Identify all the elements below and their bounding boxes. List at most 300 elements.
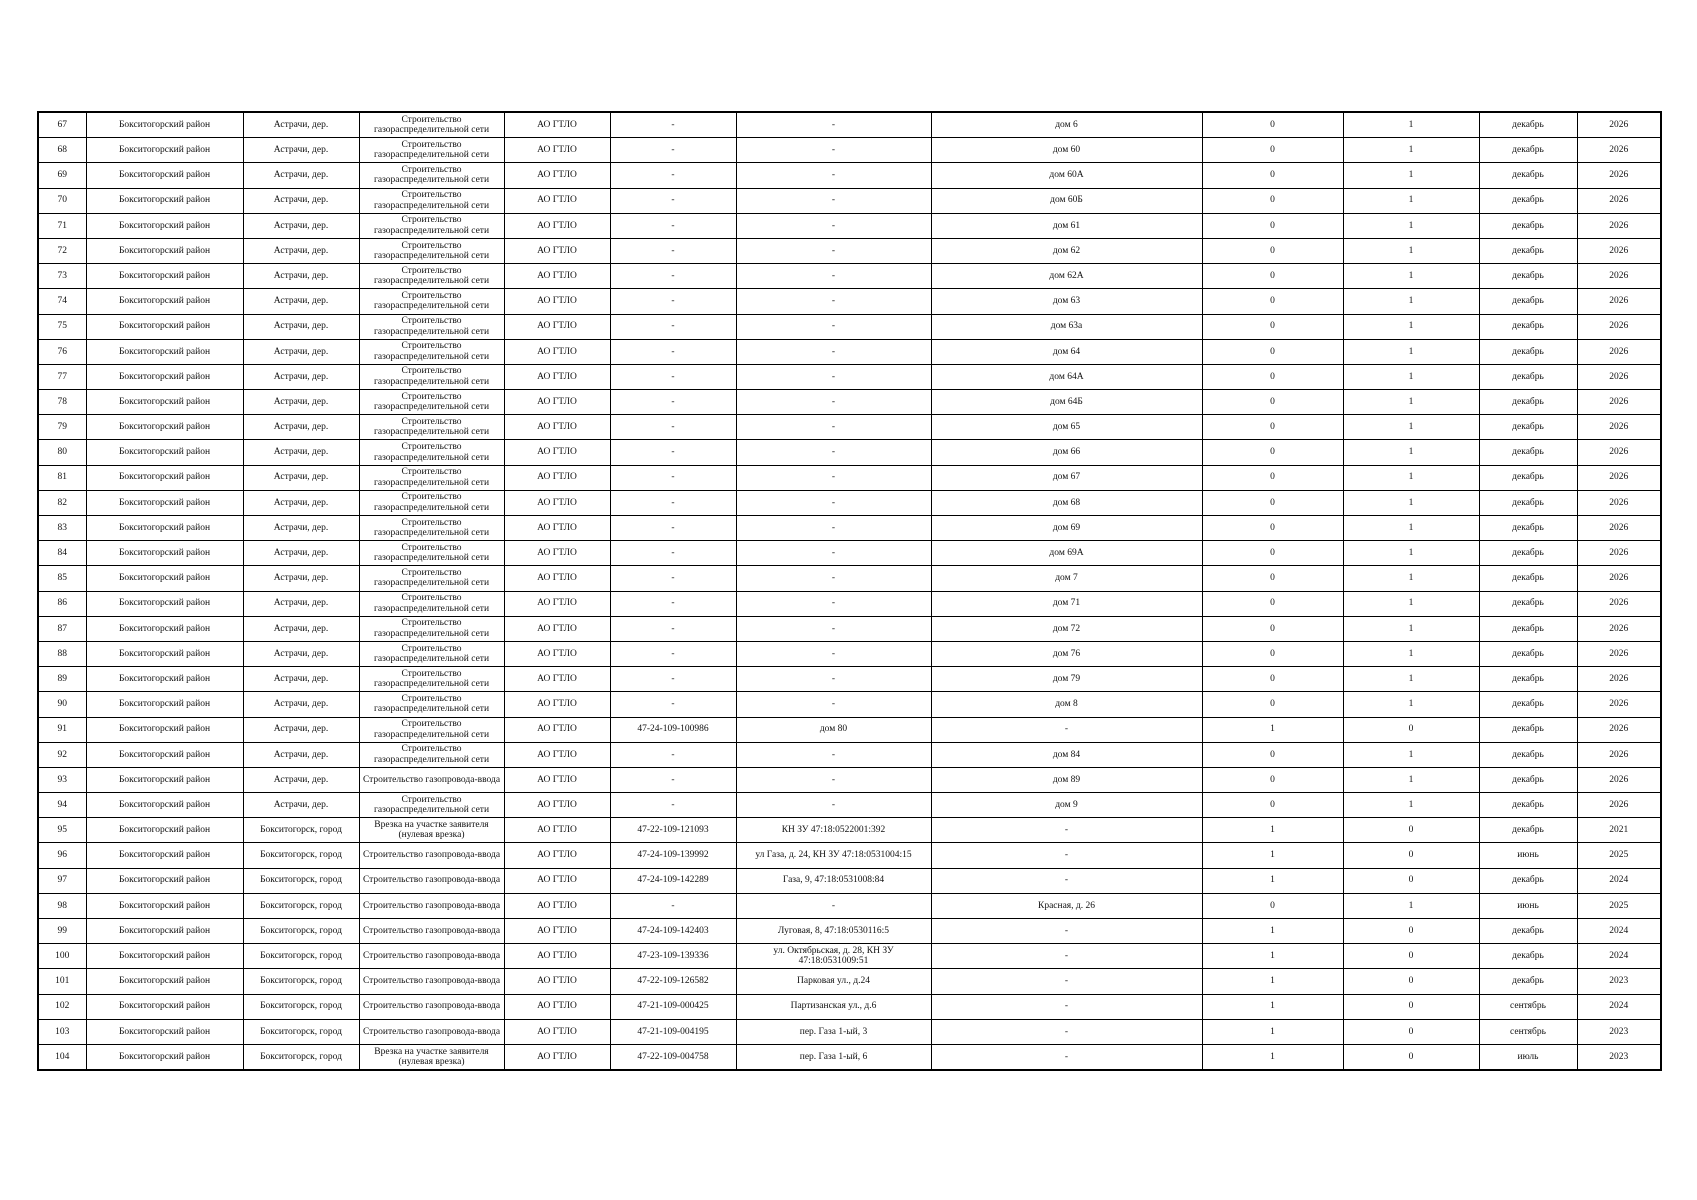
row-number-cell: 96 (38, 843, 86, 868)
house-address-cell: дом 63а (931, 314, 1202, 339)
application-number-cell: - (610, 238, 736, 263)
work-type-cell: Строительство газораспределительной сети (359, 213, 504, 238)
house-address-cell: дом 62А (931, 264, 1202, 289)
operator-cell: АО ГТЛО (504, 616, 610, 641)
year-cell: 2026 (1577, 112, 1661, 138)
application-number-cell: 47-24-109-139992 (610, 843, 736, 868)
district-cell: Бокситогорский район (86, 1044, 243, 1070)
year-cell: 2024 (1577, 919, 1661, 944)
work-type-cell: Строительство газопровода-ввода (359, 994, 504, 1019)
operator-cell: АО ГТЛО (504, 465, 610, 490)
application-number-cell: - (610, 415, 736, 440)
count-a-cell: 0 (1202, 641, 1343, 666)
settlement-cell: Бокситогорск, город (243, 818, 359, 843)
work-type-cell: Строительство газораспределительной сети (359, 415, 504, 440)
settlement-cell: Астрачи, дер. (243, 742, 359, 767)
year-cell: 2026 (1577, 641, 1661, 666)
operator-cell: АО ГТЛО (504, 767, 610, 792)
count-b-cell: 1 (1343, 616, 1479, 641)
application-number-cell: - (610, 566, 736, 591)
month-cell: июнь (1479, 893, 1577, 918)
district-cell: Бокситогорский район (86, 390, 243, 415)
district-cell: Бокситогорский район (86, 112, 243, 138)
work-type-cell: Строительство газораспределительной сети (359, 616, 504, 641)
month-cell: декабрь (1479, 516, 1577, 541)
row-number-cell: 98 (38, 893, 86, 918)
row-number-cell: 88 (38, 641, 86, 666)
settlement-cell: Астрачи, дер. (243, 112, 359, 138)
count-a-cell: 0 (1202, 490, 1343, 515)
settlement-cell: Бокситогорск, город (243, 919, 359, 944)
count-a-cell: 0 (1202, 893, 1343, 918)
row-number-cell: 72 (38, 238, 86, 263)
row-number-cell: 85 (38, 566, 86, 591)
object-address-cell: - (736, 667, 931, 692)
count-a-cell: 0 (1202, 692, 1343, 717)
table-row (38, 717, 1661, 742)
district-cell: Бокситогорский район (86, 667, 243, 692)
application-number-cell: - (610, 465, 736, 490)
table-row (38, 339, 1661, 364)
count-b-cell: 1 (1343, 289, 1479, 314)
row-number-cell: 81 (38, 465, 86, 490)
month-cell: июнь (1479, 843, 1577, 868)
count-a-cell: 1 (1202, 868, 1343, 893)
table-row (38, 238, 1661, 263)
house-address-cell: дом 6 (931, 112, 1202, 138)
object-address-cell: - (736, 440, 931, 465)
operator-cell: АО ГТЛО (504, 440, 610, 465)
work-type-cell: Строительство газораспределительной сети (359, 717, 504, 742)
row-number-cell: 95 (38, 818, 86, 843)
settlement-cell: Астрачи, дер. (243, 238, 359, 263)
table-row (38, 112, 1661, 138)
work-type-cell: Строительство газораспределительной сети (359, 641, 504, 666)
work-type-cell: Строительство газораспределительной сети (359, 793, 504, 818)
object-address-cell: - (736, 213, 931, 238)
work-type-cell: Строительство газопровода-ввода (359, 843, 504, 868)
application-number-cell: - (610, 264, 736, 289)
application-number-cell: 47-22-109-121093 (610, 818, 736, 843)
operator-cell: АО ГТЛО (504, 591, 610, 616)
row-number-cell: 77 (38, 364, 86, 389)
application-number-cell: - (610, 390, 736, 415)
settlement-cell: Астрачи, дер. (243, 465, 359, 490)
house-address-cell: - (931, 818, 1202, 843)
district-cell: Бокситогорский район (86, 213, 243, 238)
table-row (38, 868, 1661, 893)
year-cell: 2026 (1577, 767, 1661, 792)
table-row (38, 641, 1661, 666)
month-cell: декабрь (1479, 944, 1577, 969)
year-cell: 2026 (1577, 188, 1661, 213)
object-address-cell: - (736, 490, 931, 515)
month-cell: декабрь (1479, 112, 1577, 138)
operator-cell: АО ГТЛО (504, 994, 610, 1019)
count-b-cell: 0 (1343, 969, 1479, 994)
house-address-cell: дом 79 (931, 667, 1202, 692)
district-cell: Бокситогорский район (86, 238, 243, 263)
settlement-cell: Астрачи, дер. (243, 717, 359, 742)
house-address-cell: дом 7 (931, 566, 1202, 591)
operator-cell: АО ГТЛО (504, 717, 610, 742)
work-type-cell: Строительство газораспределительной сети (359, 289, 504, 314)
operator-cell: АО ГТЛО (504, 893, 610, 918)
object-address-cell: - (736, 516, 931, 541)
operator-cell: АО ГТЛО (504, 1044, 610, 1070)
house-address-cell: - (931, 1044, 1202, 1070)
row-number-cell: 69 (38, 163, 86, 188)
month-cell: декабрь (1479, 767, 1577, 792)
count-a-cell: 0 (1202, 541, 1343, 566)
district-cell: Бокситогорский район (86, 843, 243, 868)
count-b-cell: 0 (1343, 994, 1479, 1019)
house-address-cell: дом 76 (931, 641, 1202, 666)
count-a-cell: 1 (1202, 843, 1343, 868)
district-cell: Бокситогорский район (86, 692, 243, 717)
house-address-cell: дом 66 (931, 440, 1202, 465)
application-number-cell: - (610, 364, 736, 389)
count-b-cell: 0 (1343, 717, 1479, 742)
district-cell: Бокситогорский район (86, 314, 243, 339)
year-cell: 2026 (1577, 314, 1661, 339)
count-b-cell: 1 (1343, 314, 1479, 339)
object-address-cell: - (736, 541, 931, 566)
count-b-cell: 1 (1343, 339, 1479, 364)
application-number-cell: - (610, 767, 736, 792)
table-row (38, 944, 1661, 969)
application-number-cell: 47-23-109-139336 (610, 944, 736, 969)
month-cell: декабрь (1479, 440, 1577, 465)
settlement-cell: Астрачи, дер. (243, 415, 359, 440)
work-type-cell: Строительство газораспределительной сети (359, 112, 504, 138)
count-a-cell: 1 (1202, 994, 1343, 1019)
district-cell: Бокситогорский район (86, 893, 243, 918)
operator-cell: АО ГТЛО (504, 667, 610, 692)
work-type-cell: Строительство газопровода-ввода (359, 944, 504, 969)
table-row (38, 440, 1661, 465)
table-row (38, 541, 1661, 566)
house-address-cell: дом 8 (931, 692, 1202, 717)
object-address-cell: - (736, 390, 931, 415)
month-cell: декабрь (1479, 616, 1577, 641)
settlement-cell: Астрачи, дер. (243, 339, 359, 364)
operator-cell: АО ГТЛО (504, 793, 610, 818)
count-b-cell: 1 (1343, 364, 1479, 389)
settlement-cell: Бокситогорск, город (243, 1044, 359, 1070)
application-number-cell: - (610, 314, 736, 339)
year-cell: 2026 (1577, 415, 1661, 440)
settlement-cell: Астрачи, дер. (243, 440, 359, 465)
operator-cell: АО ГТЛО (504, 742, 610, 767)
count-a-cell: 0 (1202, 516, 1343, 541)
house-address-cell: - (931, 969, 1202, 994)
work-type-cell: Строительство газораспределительной сети (359, 566, 504, 591)
count-b-cell: 0 (1343, 843, 1479, 868)
house-address-cell: - (931, 717, 1202, 742)
count-b-cell: 1 (1343, 516, 1479, 541)
table-row (38, 490, 1661, 515)
work-type-cell: Строительство газораспределительной сети (359, 163, 504, 188)
row-number-cell: 73 (38, 264, 86, 289)
operator-cell: АО ГТЛО (504, 264, 610, 289)
year-cell: 2026 (1577, 516, 1661, 541)
house-address-cell: дом 67 (931, 465, 1202, 490)
district-cell: Бокситогорский район (86, 742, 243, 767)
district-cell: Бокситогорский район (86, 818, 243, 843)
count-b-cell: 1 (1343, 465, 1479, 490)
house-address-cell: дом 72 (931, 616, 1202, 641)
work-type-cell: Строительство газораспределительной сети (359, 138, 504, 163)
count-b-cell: 1 (1343, 138, 1479, 163)
row-number-cell: 104 (38, 1044, 86, 1070)
count-a-cell: 1 (1202, 1044, 1343, 1070)
month-cell: декабрь (1479, 163, 1577, 188)
settlement-cell: Астрачи, дер. (243, 641, 359, 666)
work-type-cell: Врезка на участке заявителя (нулевая врезка) (359, 818, 504, 843)
row-number-cell: 92 (38, 742, 86, 767)
month-cell: декабрь (1479, 188, 1577, 213)
application-number-cell: 47-22-109-004758 (610, 1044, 736, 1070)
settlement-cell: Астрачи, дер. (243, 289, 359, 314)
table-row (38, 893, 1661, 918)
row-number-cell: 80 (38, 440, 86, 465)
settlement-cell: Астрачи, дер. (243, 566, 359, 591)
month-cell: сентябрь (1479, 994, 1577, 1019)
gas-connection-table (37, 111, 1662, 1071)
year-cell: 2026 (1577, 490, 1661, 515)
table-row (38, 289, 1661, 314)
object-address-cell: Партизанская ул., д.6 (736, 994, 931, 1019)
house-address-cell: - (931, 868, 1202, 893)
year-cell: 2026 (1577, 692, 1661, 717)
row-number-cell: 102 (38, 994, 86, 1019)
table-row (38, 994, 1661, 1019)
count-b-cell: 1 (1343, 667, 1479, 692)
object-address-cell: пер. Газа 1-ый, 3 (736, 1019, 931, 1044)
district-cell: Бокситогорский район (86, 289, 243, 314)
count-a-cell: 0 (1202, 238, 1343, 263)
house-address-cell: дом 71 (931, 591, 1202, 616)
settlement-cell: Бокситогорск, город (243, 893, 359, 918)
object-address-cell: - (736, 112, 931, 138)
application-number-cell: - (610, 138, 736, 163)
work-type-cell: Строительство газораспределительной сети (359, 314, 504, 339)
district-cell: Бокситогорский район (86, 566, 243, 591)
count-a-cell: 0 (1202, 566, 1343, 591)
object-address-cell: - (736, 641, 931, 666)
count-b-cell: 1 (1343, 415, 1479, 440)
count-a-cell: 1 (1202, 818, 1343, 843)
operator-cell: АО ГТЛО (504, 490, 610, 515)
application-number-cell: - (610, 440, 736, 465)
year-cell: 2026 (1577, 163, 1661, 188)
count-a-cell: 0 (1202, 364, 1343, 389)
count-a-cell: 0 (1202, 314, 1343, 339)
house-address-cell: дом 89 (931, 767, 1202, 792)
year-cell: 2026 (1577, 566, 1661, 591)
house-address-cell: дом 68 (931, 490, 1202, 515)
district-cell: Бокситогорский район (86, 641, 243, 666)
table-row (38, 213, 1661, 238)
application-number-cell: 47-24-109-142403 (610, 919, 736, 944)
settlement-cell: Астрачи, дер. (243, 767, 359, 792)
application-number-cell: 47-24-109-100986 (610, 717, 736, 742)
settlement-cell: Астрачи, дер. (243, 188, 359, 213)
object-address-cell: дом 80 (736, 717, 931, 742)
count-b-cell: 1 (1343, 591, 1479, 616)
row-number-cell: 75 (38, 314, 86, 339)
count-a-cell: 0 (1202, 264, 1343, 289)
house-address-cell: Красная, д. 26 (931, 893, 1202, 918)
operator-cell: АО ГТЛО (504, 818, 610, 843)
row-number-cell: 93 (38, 767, 86, 792)
year-cell: 2026 (1577, 541, 1661, 566)
table-row (38, 188, 1661, 213)
object-address-cell: - (736, 616, 931, 641)
year-cell: 2026 (1577, 717, 1661, 742)
district-cell: Бокситогорский район (86, 1019, 243, 1044)
application-number-cell: - (610, 591, 736, 616)
year-cell: 2024 (1577, 944, 1661, 969)
object-address-cell: - (736, 742, 931, 767)
table-row (38, 793, 1661, 818)
house-address-cell: дом 60 (931, 138, 1202, 163)
count-a-cell: 0 (1202, 591, 1343, 616)
operator-cell: АО ГТЛО (504, 339, 610, 364)
object-address-cell: - (736, 465, 931, 490)
application-number-cell: 47-22-109-126582 (610, 969, 736, 994)
district-cell: Бокситогорский район (86, 465, 243, 490)
count-b-cell: 1 (1343, 742, 1479, 767)
year-cell: 2024 (1577, 868, 1661, 893)
settlement-cell: Астрачи, дер. (243, 516, 359, 541)
year-cell: 2026 (1577, 339, 1661, 364)
work-type-cell: Строительство газораспределительной сети (359, 541, 504, 566)
application-number-cell: - (610, 188, 736, 213)
object-address-cell: ул. Октябрьская, д. 28, КН ЗУ 47:18:0531009:51 (736, 944, 931, 969)
operator-cell: АО ГТЛО (504, 188, 610, 213)
month-cell: сентябрь (1479, 1019, 1577, 1044)
object-address-cell: - (736, 289, 931, 314)
settlement-cell: Астрачи, дер. (243, 616, 359, 641)
row-number-cell: 90 (38, 692, 86, 717)
table-row (38, 264, 1661, 289)
table-row (38, 818, 1661, 843)
house-address-cell: - (931, 919, 1202, 944)
month-cell: декабрь (1479, 364, 1577, 389)
house-address-cell: дом 64А (931, 364, 1202, 389)
work-type-cell: Строительство газопровода-ввода (359, 919, 504, 944)
count-a-cell: 0 (1202, 440, 1343, 465)
table-row (38, 742, 1661, 767)
month-cell: декабрь (1479, 465, 1577, 490)
district-cell: Бокситогорский район (86, 188, 243, 213)
settlement-cell: Бокситогорск, город (243, 994, 359, 1019)
count-a-cell: 0 (1202, 415, 1343, 440)
district-cell: Бокситогорский район (86, 364, 243, 389)
table-row (38, 591, 1661, 616)
year-cell: 2026 (1577, 364, 1661, 389)
settlement-cell: Астрачи, дер. (243, 591, 359, 616)
operator-cell: АО ГТЛО (504, 138, 610, 163)
application-number-cell: - (610, 742, 736, 767)
table-row (38, 415, 1661, 440)
month-cell: декабрь (1479, 415, 1577, 440)
row-number-cell: 78 (38, 390, 86, 415)
application-number-cell: 47-21-109-000425 (610, 994, 736, 1019)
work-type-cell: Строительство газораспределительной сети (359, 390, 504, 415)
operator-cell: АО ГТЛО (504, 238, 610, 263)
row-number-cell: 91 (38, 717, 86, 742)
month-cell: декабрь (1479, 868, 1577, 893)
count-b-cell: 1 (1343, 440, 1479, 465)
work-type-cell: Строительство газораспределительной сети (359, 692, 504, 717)
row-number-cell: 71 (38, 213, 86, 238)
year-cell: 2026 (1577, 289, 1661, 314)
work-type-cell: Строительство газораспределительной сети (359, 591, 504, 616)
count-a-cell: 0 (1202, 112, 1343, 138)
count-a-cell: 0 (1202, 138, 1343, 163)
row-number-cell: 67 (38, 112, 86, 138)
application-number-cell: 47-21-109-004195 (610, 1019, 736, 1044)
table-row (38, 138, 1661, 163)
count-a-cell: 0 (1202, 667, 1343, 692)
application-number-cell: - (610, 490, 736, 515)
count-b-cell: 1 (1343, 112, 1479, 138)
month-cell: декабрь (1479, 566, 1577, 591)
operator-cell: АО ГТЛО (504, 541, 610, 566)
application-number-cell: - (610, 667, 736, 692)
row-number-cell: 94 (38, 793, 86, 818)
house-address-cell: дом 63 (931, 289, 1202, 314)
work-type-cell: Строительство газораспределительной сети (359, 667, 504, 692)
operator-cell: АО ГТЛО (504, 868, 610, 893)
district-cell: Бокситогорский район (86, 944, 243, 969)
settlement-cell: Астрачи, дер. (243, 667, 359, 692)
work-type-cell: Строительство газораспределительной сети (359, 339, 504, 364)
row-number-cell: 74 (38, 289, 86, 314)
application-number-cell: - (610, 641, 736, 666)
count-b-cell: 1 (1343, 390, 1479, 415)
month-cell: декабрь (1479, 717, 1577, 742)
operator-cell: АО ГТЛО (504, 314, 610, 339)
district-cell: Бокситогорский район (86, 868, 243, 893)
count-b-cell: 1 (1343, 163, 1479, 188)
count-a-cell: 0 (1202, 289, 1343, 314)
year-cell: 2026 (1577, 213, 1661, 238)
work-type-cell: Строительство газопровода-ввода (359, 767, 504, 792)
object-address-cell: Луговая, 8, 47:18:0530116:5 (736, 919, 931, 944)
year-cell: 2026 (1577, 440, 1661, 465)
count-a-cell: 1 (1202, 1019, 1343, 1044)
count-a-cell: 0 (1202, 793, 1343, 818)
row-number-cell: 101 (38, 969, 86, 994)
object-address-cell: - (736, 415, 931, 440)
house-address-cell: - (931, 944, 1202, 969)
row-number-cell: 79 (38, 415, 86, 440)
month-cell: декабрь (1479, 138, 1577, 163)
row-number-cell: 103 (38, 1019, 86, 1044)
count-b-cell: 1 (1343, 213, 1479, 238)
month-cell: декабрь (1479, 289, 1577, 314)
house-address-cell: дом 60А (931, 163, 1202, 188)
object-address-cell: Газа, 9, 47:18:0531008:84 (736, 868, 931, 893)
settlement-cell: Бокситогорск, город (243, 944, 359, 969)
count-b-cell: 1 (1343, 692, 1479, 717)
count-a-cell: 0 (1202, 339, 1343, 364)
object-address-cell: - (736, 566, 931, 591)
